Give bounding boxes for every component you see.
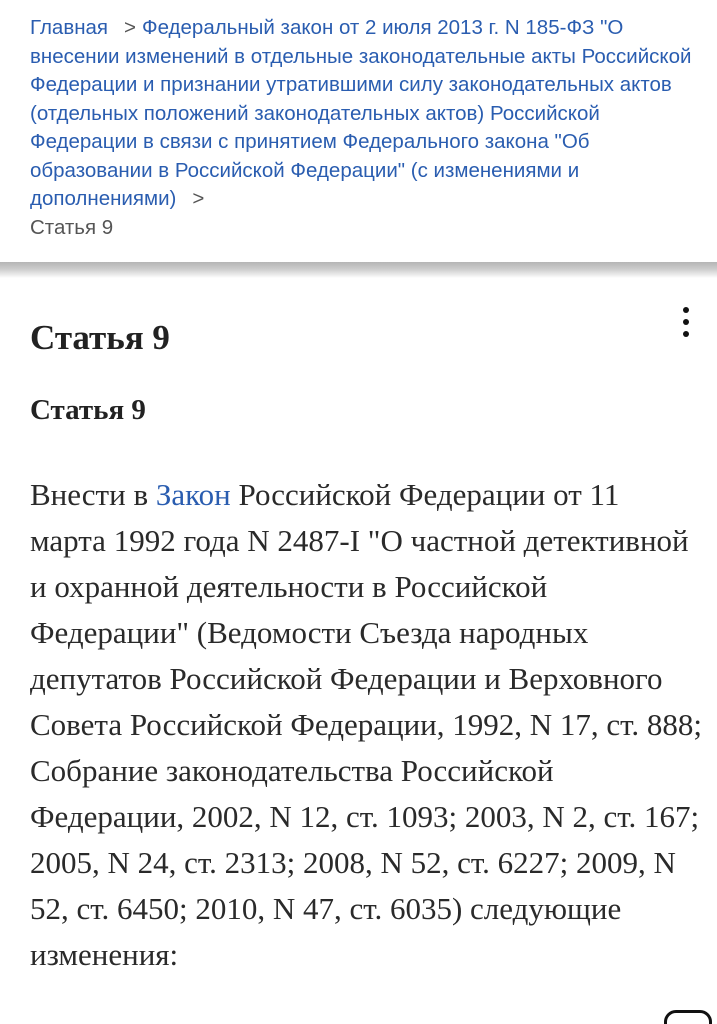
article-body (30, 472, 702, 978)
breadcrumb-separator: > (192, 187, 205, 210)
page-title: Статья 9 (30, 318, 170, 357)
article-text: Российской Федерации от 11 марта 1992 года N 2487-I "О частной детективной и охранной деятельности в Российской Федерации" (Ведомости Съезда народных депутатов Российской Федерации и Верховного Совета Российской Федерации, 1992, N 17, ст. 888; Собрание законодательства Российской Федерации, 2002, N 12, ст. 1093; 2003, N 2, ст. 167; 2005, N 24, ст. 2313; 2008, N 52, ст. 6227; 2009, N 52, ст. 6450; 2010, N 47, ст. 6035) следующие изменения: (30, 477, 702, 972)
breadcrumb-law-link[interactable]: Федеральный закон от 2 июля 2013 г. N 185-ФЗ "О внесении изменений в отдельные законодательные акты Российской Федерации и признании утратившими силу законодательных актов (отдельных положений законодательных актов) Российской Федерации в связи с принятием Федерального закона "Об образовании в Российской Федерации" (с изменениями и дополнениями) (30, 16, 692, 210)
more-vertical-icon (683, 331, 689, 337)
breadcrumb-home-link[interactable]: Главная (30, 16, 109, 39)
law-link[interactable]: Закон (155, 477, 231, 512)
more-vertical-icon (683, 307, 689, 313)
article-title: Статья 9 (30, 394, 146, 426)
more-options-button[interactable] (672, 302, 700, 342)
more-vertical-icon (683, 319, 689, 325)
floating-button[interactable] (664, 1010, 712, 1024)
article-text: Внести в (30, 477, 156, 512)
header-shadow-divider (0, 262, 717, 278)
breadcrumb-separator: > (124, 16, 137, 39)
breadcrumb-current: Статья 9 (30, 215, 114, 239)
breadcrumb (30, 14, 700, 242)
